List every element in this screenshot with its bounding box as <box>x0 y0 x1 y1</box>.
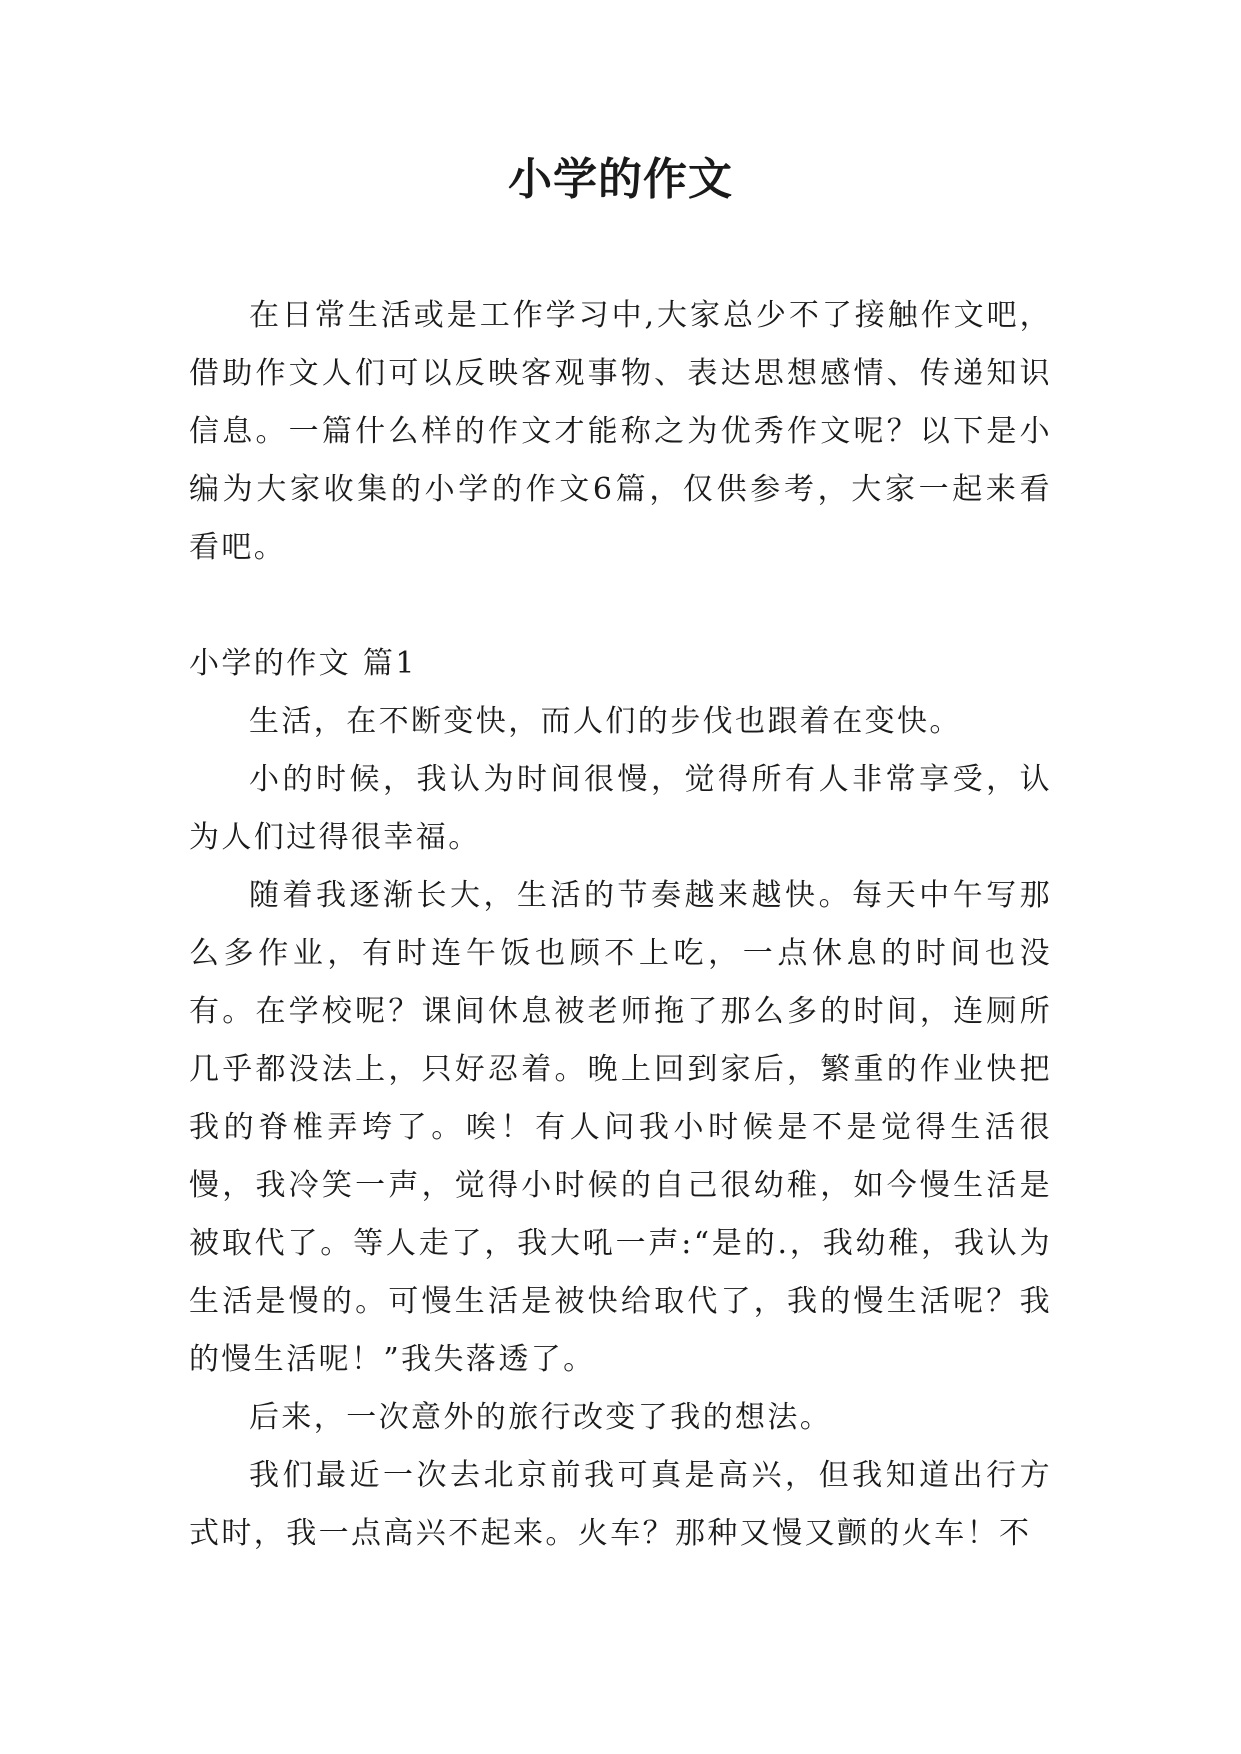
body-paragraph: 随着我逐渐长大，生活的节奏越来越快。每天中午写那么多作业，有时连午饭也顾不上吃，一点休息的时间也没有。在学校呢？课间休息被老师拖了那么多的时间，连厕所几乎都没法上，只好忍着。晚上回到家后，繁重的作业快把我的脊椎弄垮了。唉！有人问我小时候是不是觉得生活很慢，我冷笑一声，觉得小时候的自己很幼稚，如今慢生活是被取代了。等人走了，我大吼一声:“是的.，我幼稚，我认为生活是慢的。可慢生活是被快给取代了，我的慢生活呢？我的慢生活呢！”我失落透了。 <box>189 878 1052 1377</box>
intro-paragraph: 在日常生活或是工作学习中,大家总少不了接触作文吧，借助作文人们可以反映客观事物、表达思想感情、传递知识信息。一篇什么样的作文才能称之为优秀作文呢？以下是小编为大家收集的小学的作文6篇，仅供参考，大家一起来看看吧。 <box>189 298 1052 565</box>
body-paragraph: 我们最近一次去北京前我可真是高兴，但我知道出行方式时，我一点高兴不起来。火车？那种又慢又颤的火车！不 <box>189 1458 1052 1551</box>
document-title: 小学的作文 <box>508 154 733 205</box>
body-paragraph: 小的时候，我认为时间很慢，觉得所有人非常享受，认为人们过得很幸福。 <box>189 762 1052 855</box>
document-body <box>189 287 1052 1563</box>
section-heading: 小学的作文 篇1 <box>189 646 417 681</box>
body-paragraph: 生活，在不断变快，而人们的步伐也跟着在变快。 <box>249 704 962 739</box>
body-paragraph: 后来，一次意外的旅行改变了我的想法。 <box>249 1400 833 1435</box>
